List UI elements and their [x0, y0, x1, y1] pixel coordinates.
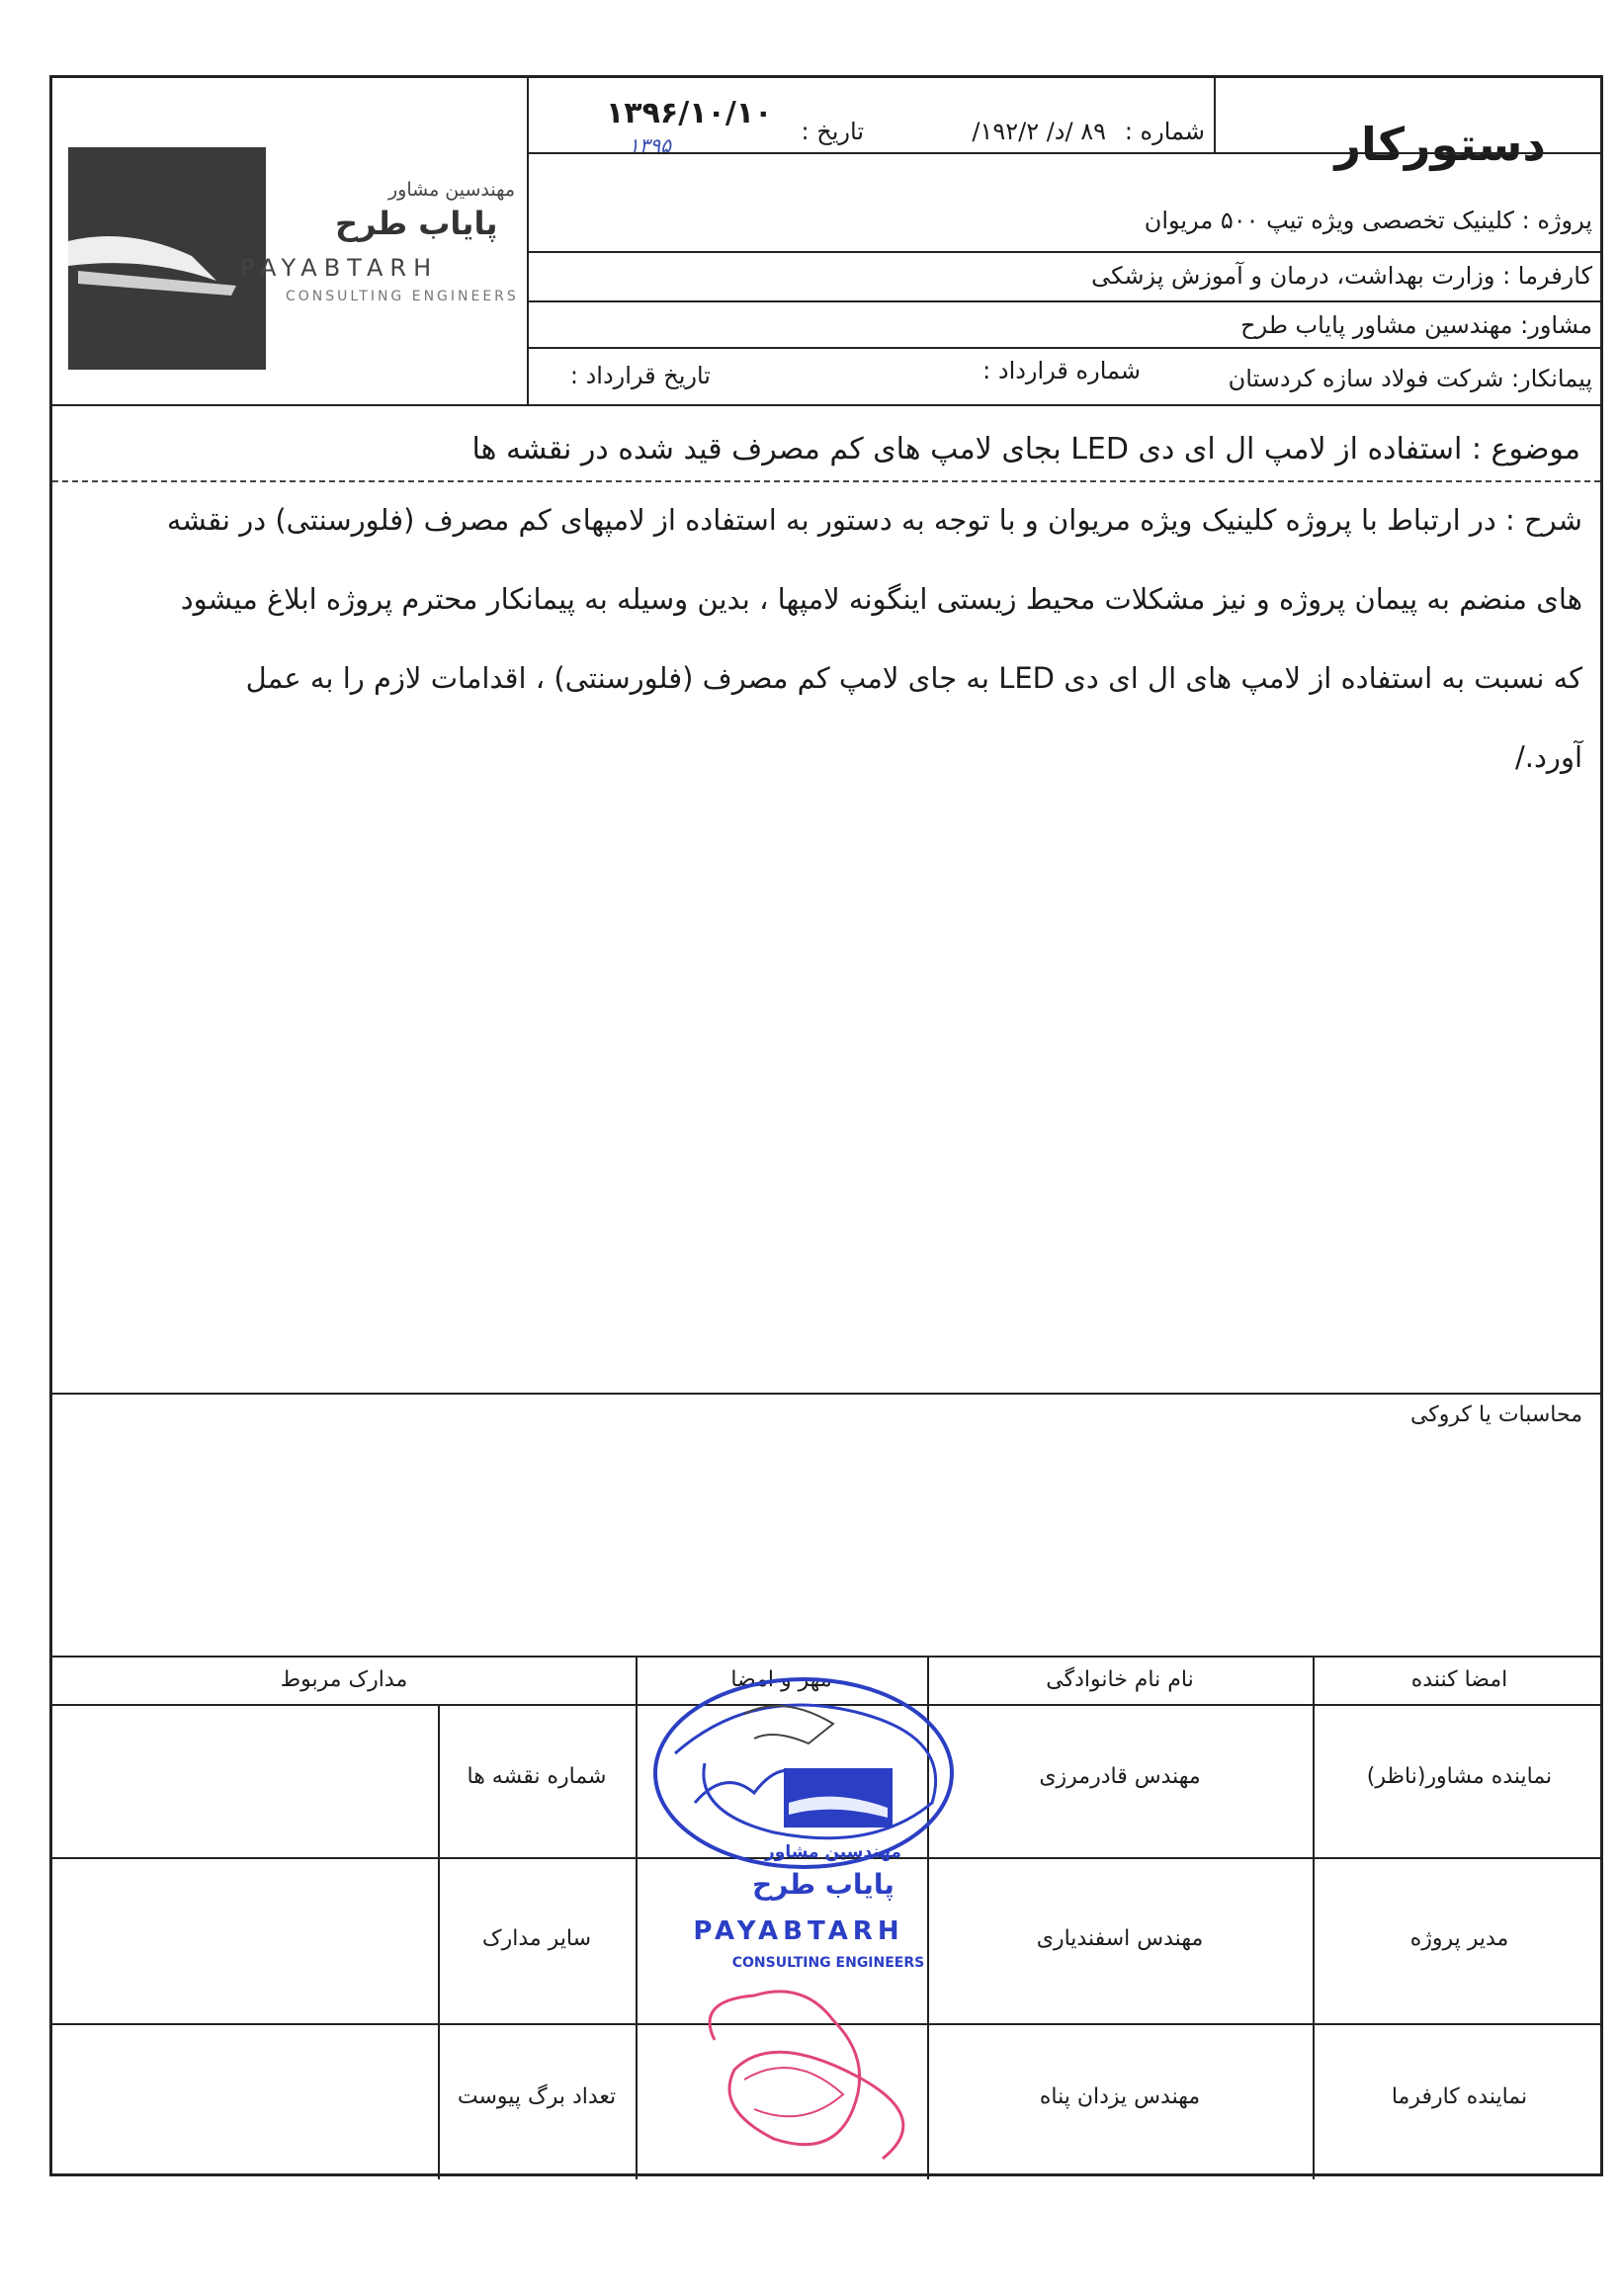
row1-doc-label: شماره نقشه ها [467, 1764, 607, 1789]
logo-name-fa: پایاب طرح [335, 205, 498, 242]
description-line-3: که نسبت به استفاده از لامپ های ال ای دی LED به جای لامپ کم مصرف (فلورسنتی) ، اقدامات لازم را به عمل [245, 661, 1582, 695]
row1-name: مهندس قادرمرزی [1039, 1764, 1201, 1789]
row1-signer: نماینده مشاور(ناظر) [1366, 1764, 1553, 1789]
stamp-line-1: مهندسین مشاور [765, 1842, 901, 1862]
row-divider [527, 152, 1600, 154]
row3-signer: نماینده کارفرما [1391, 2084, 1528, 2109]
employer-field: کارفرما : وزارت بهداشت، درمان و آموزش پزشکی [1091, 262, 1592, 290]
consultant-field: مشاور: مهندسین مشاور پایاب طرح [1240, 311, 1592, 339]
header-bottom-line [52, 404, 1600, 406]
subject-line: موضوع : استفاده از لامپ ال ای دی LED بجای لامپ های کم مصرف قید شده در نقشه ها [471, 432, 1580, 467]
stamp-line-3: PAYABTARH [693, 1916, 904, 1946]
stamp-line-4: CONSULTING ENGINEERS [731, 1955, 925, 1971]
header-documents: مدارک مربوط [280, 1667, 408, 1692]
row2-doc-label: سایر مدارک [481, 1926, 592, 1951]
company-logo [62, 147, 556, 375]
description-line-4: آورد./ [1515, 740, 1582, 774]
row-divider [527, 251, 1600, 253]
row-divider [527, 300, 1600, 302]
calculations-label: محاسبات یا کروکی [1409, 1403, 1582, 1427]
header-signer: امضا کننده [1410, 1667, 1508, 1692]
row-divider [527, 347, 1600, 349]
description-line-1: شرح : در ارتباط با پروژه کلینیک ویژه مریوان و با توجه به دستور به استفاده از لامپهای کم مصرف (فلورسنتی) در نقشه [166, 503, 1582, 537]
title-divider [1214, 78, 1216, 152]
row2-signer: مدیر پروژه [1409, 1926, 1509, 1951]
stamp-signature-icon [636, 1645, 1011, 2198]
date-value: ۱۳۹۶/۱۰/۱۰ [606, 96, 773, 130]
company-stamp [636, 1645, 1011, 2198]
calculations-top-line [52, 1393, 1600, 1395]
description-line-2: های منضم به پیمان پروژه و نیز مشکلات محیط زیستی اینگونه لامپها ، بدین وسیله به پیمانکار محترم پروژه ابلاغ میشود [180, 582, 1582, 616]
contract-date-label: تاریخ قرارداد : [569, 362, 711, 389]
subject-divider [52, 480, 1600, 482]
header-seal: مهر و امضا [730, 1667, 832, 1692]
logo-name-en: PAYABTARH [240, 254, 439, 282]
document-title: دستورکار [1334, 118, 1546, 171]
header-name: نام نام خانوادگی [1046, 1667, 1194, 1692]
logo-mark-icon [68, 147, 266, 370]
stamp-line-2: پایاب طرح [752, 1868, 895, 1901]
number-value: ۸۹ /د/ ۱۹۲/۲/ [972, 118, 1106, 145]
contractor-field: پیمانکار: شرکت فولاد سازه کردستان [1228, 365, 1592, 392]
row2-name: مهندس اسفندیاری [1036, 1926, 1204, 1951]
project-field: پروژه : کلینیک تخصصی ویژه تیپ ۵۰۰ مریوان [1144, 207, 1592, 234]
number-label: شماره : [1124, 118, 1205, 145]
row3-name: مهندس یزدان پناه [1039, 2084, 1201, 2109]
logo-subtitle-fa: مهندسین مشاور [388, 179, 516, 201]
header-divider [527, 78, 529, 404]
date-label: تاریخ : [801, 118, 864, 145]
date-handwritten: ۱۳۹۵ [629, 133, 671, 157]
row3-doc-label: تعداد برگ پیوست [457, 2084, 617, 2109]
contract-number-label: شماره قرارداد : [982, 357, 1141, 384]
work-order-sheet [49, 75, 1603, 2176]
logo-subtitle-en: CONSULTING ENGINEERS [286, 289, 519, 304]
